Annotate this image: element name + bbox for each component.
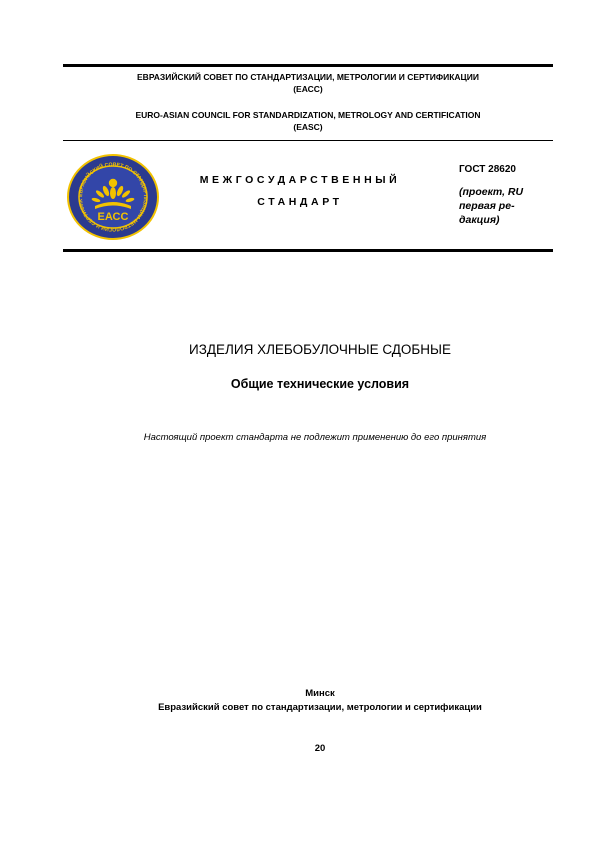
gost-number: ГОСТ 28620 [459, 164, 516, 175]
draft-line: (проект, RU [459, 186, 524, 198]
footer-city: Минск [305, 688, 335, 699]
standard-type-line2: СТАНДАРТ [257, 196, 343, 208]
footer-publisher: Евразийский совет по стандартизации, метрологии и сертификации [158, 702, 482, 713]
org-abbr-ru: (ЕАСС) [293, 84, 323, 94]
header-bottom-rule [63, 249, 553, 252]
org-name-en: EURO-ASIAN COUNCIL FOR STANDARDIZATION, METROLOGY AND CERTIFICATION [135, 110, 481, 120]
svg-text:ЕАСС: ЕАСС [97, 211, 129, 223]
draft-status [459, 185, 539, 227]
draft-line: первая ре- [459, 200, 515, 212]
draft-notice: Настоящий проект стандарта не подлежит применению до его принятия [143, 432, 487, 443]
footer-year: 20 [314, 743, 326, 754]
document-title: ИЗДЕЛИЯ ХЛЕБОБУЛОЧНЫЕ СДОБНЫЕ [189, 342, 451, 357]
standard-type-line1: МЕЖГОСУДАРСТВЕННЫЙ [199, 174, 401, 186]
document-subtitle: Общие технические условия [230, 377, 410, 391]
top-border-rule [63, 64, 553, 67]
svg-text:ЕВРАЗИЙСКИЙ СОВЕТ ПО СТАНДАРТИ: ЕВРАЗИЙСКИЙ СОВЕТ ПО СТАНДАРТИЗАЦИИ МЕТРОЛОГИИ И СЕРТИФИК [77, 161, 149, 233]
header-divider-rule [63, 140, 553, 141]
draft-line: дакция) [459, 214, 500, 226]
easc-logo [67, 154, 159, 240]
org-name-ru: ЕВРАЗИЙСКИЙ СОВЕТ ПО СТАНДАРТИЗАЦИИ, МЕТРОЛОГИИ И СЕРТИФИКАЦИИ [137, 72, 479, 82]
org-abbr-en: (EASC) [293, 122, 323, 132]
